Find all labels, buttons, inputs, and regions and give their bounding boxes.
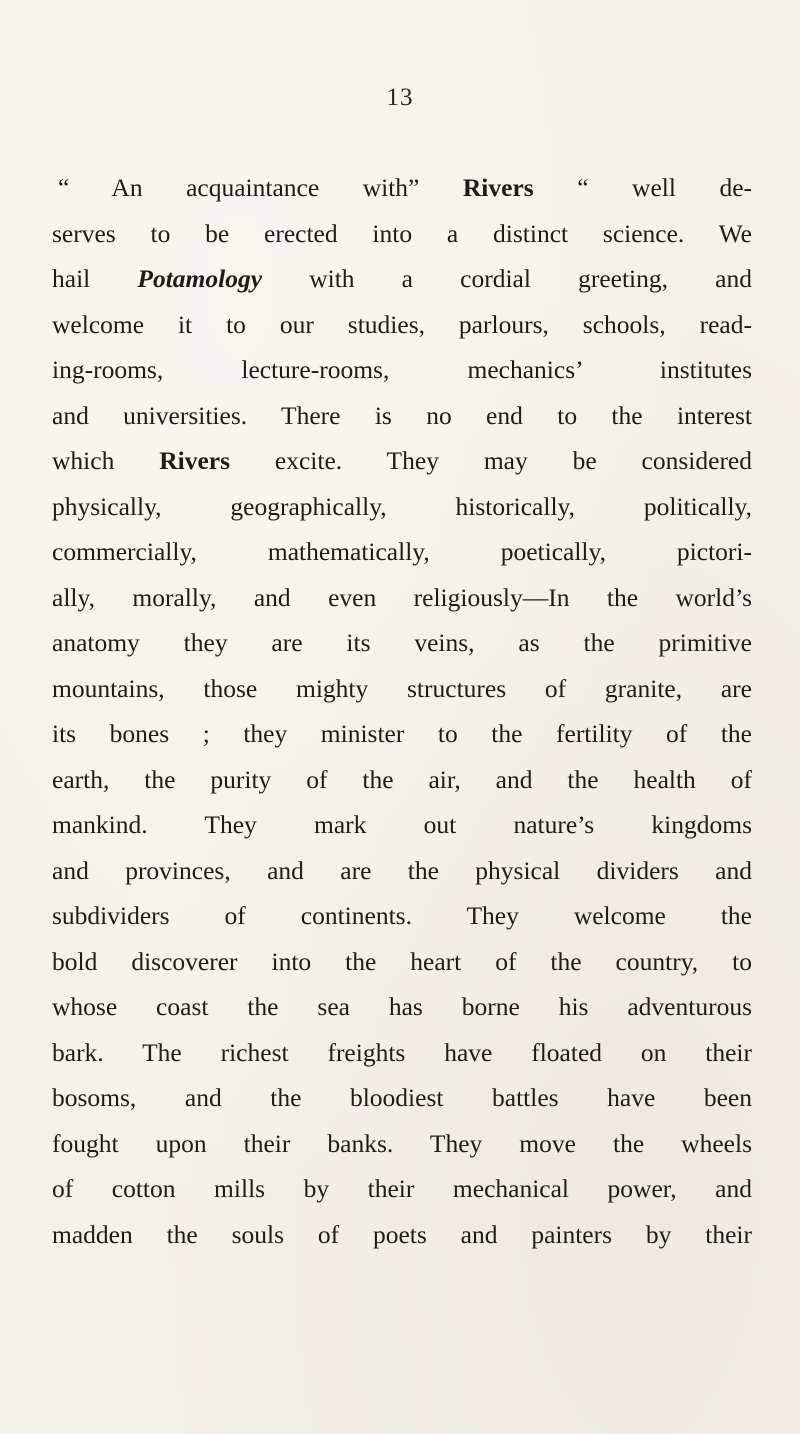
text-line: fought upon their banks. They move the wheels [52,1128,752,1158]
text-segment: with a cordial greeting, and [262,264,752,293]
body-text [52,165,752,1257]
text-line: anatomy they are its veins, as the primitive [52,628,752,657]
text-line [52,438,752,484]
emphasis-rivers: Rivers [159,446,231,475]
text-line [52,165,752,211]
text-line: physically, geographically, historically, politically, [52,491,752,521]
text-line: madden the souls of poets and painters by their [52,1219,752,1249]
text-line: earth, the purity of the air, and the health of [52,764,752,794]
text-segment: hail [52,264,138,293]
text-segment: which [52,446,160,475]
text-line [52,256,752,302]
text-line: mountains, those mighty structures of granite, are [52,673,752,703]
text-segment: excite. They may be considered [230,446,752,475]
text-line: whose coast the sea has borne his adventurous [52,992,752,1021]
text-line: ing-rooms, lecture-rooms, mechanics’ institutes [52,355,752,384]
text-line: bark. The richest freights have floated on their [52,1037,752,1067]
emphasis-rivers: Rivers [462,173,534,202]
text-line: ally, morally, and even religiously—In the world’s [52,582,752,612]
text-line: subdividers of continents. They welcome the [52,901,752,930]
text-line: and universities. There is no end to the interest [52,400,752,430]
text-line: commercially, mathematically, poetically, pictori- [52,537,752,566]
text-line: bold discoverer into the heart of the country, to [52,946,752,976]
page-number: 13 [386,84,414,111]
text-line: welcome it to our studies, parlours, schools, read- [52,309,752,339]
text-line: mankind. They mark out nature’s kingdoms [52,810,752,839]
text-line: serves to be erected into a distinct science. We [52,218,752,248]
text-segment: “ well de- [533,173,753,202]
text-line: bosoms, and the bloodiest battles have been [52,1083,752,1112]
text-segment: “ An acquaintance with” [58,173,463,202]
text-line: of cotton mills by their mechanical power, and [52,1174,752,1203]
text-line: its bones ; they minister to the fertility of the [52,719,752,748]
text-line: and provinces, and are the physical dividers and [52,855,752,885]
emphasis-potamology: Potamology [137,264,263,293]
